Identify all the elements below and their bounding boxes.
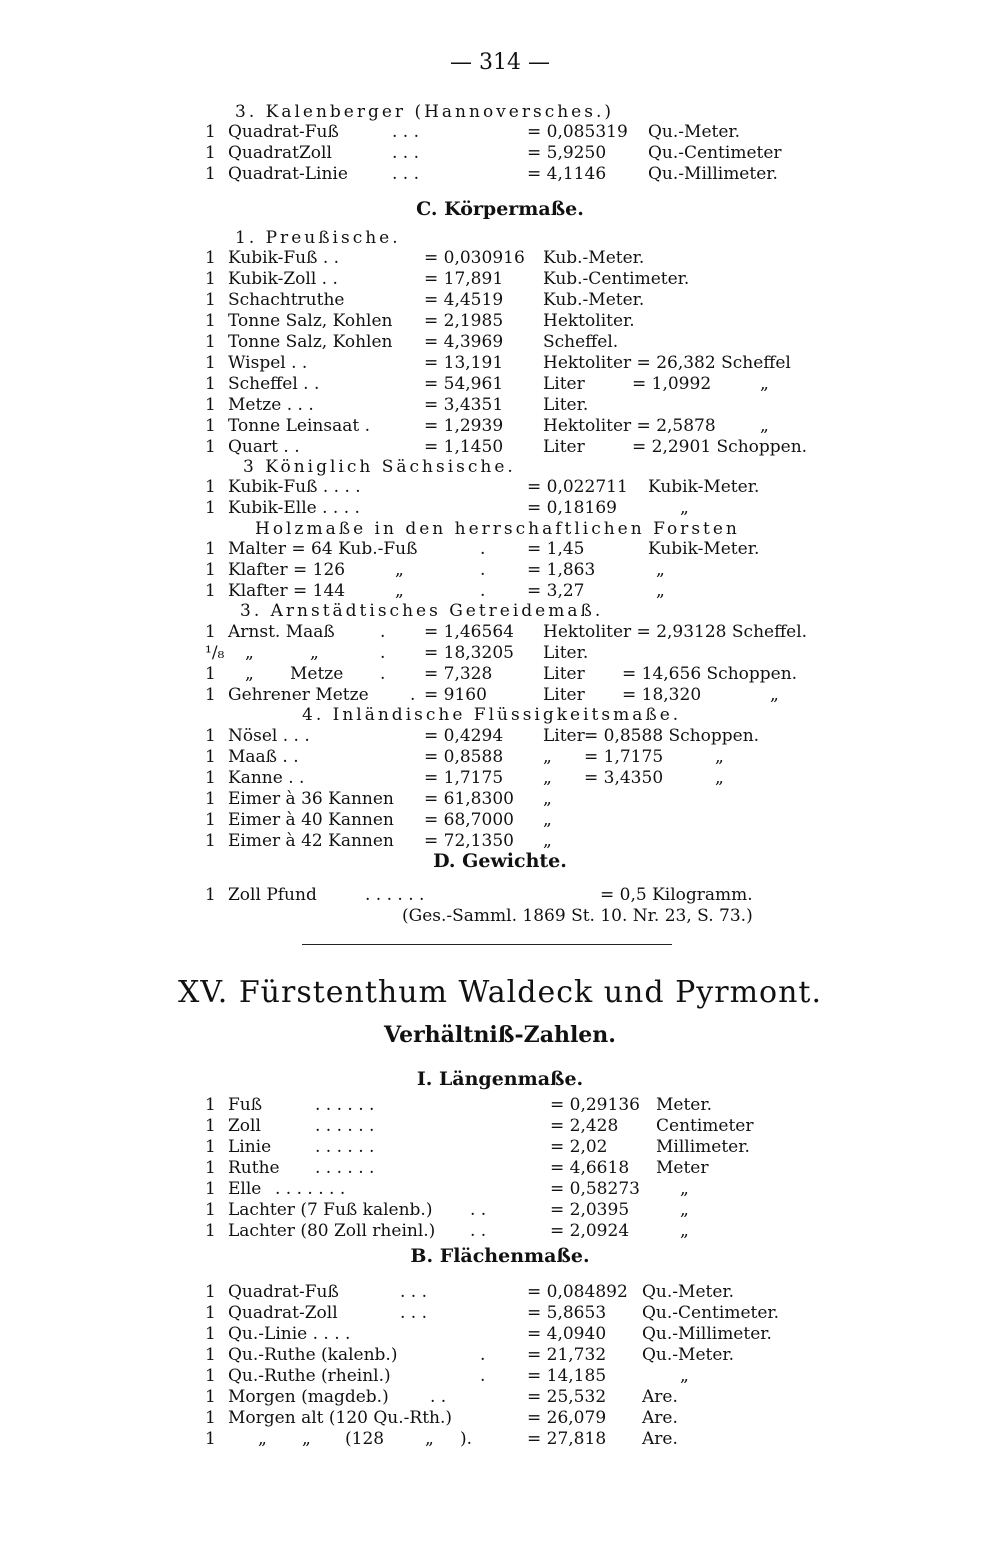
table-cell: „ bbox=[715, 768, 724, 788]
table-cell: = 0,022711 bbox=[527, 477, 628, 497]
table-cell: Quadrat-Linie bbox=[228, 164, 348, 184]
table-cell: 1 bbox=[205, 810, 216, 830]
table-cell: 1 bbox=[205, 622, 216, 642]
table-cell: = 3,4350 bbox=[584, 768, 664, 788]
table-cell: Tonne Salz, Kohlen bbox=[228, 332, 393, 352]
table-cell: . . . bbox=[392, 164, 420, 184]
table-cell: Liter. bbox=[543, 643, 589, 663]
table-cell: „ bbox=[543, 831, 552, 851]
table-cell: Kubik-Meter. bbox=[648, 477, 760, 497]
table-cell: 3. Arnstädtisches Getreidemaß. bbox=[240, 601, 604, 621]
table-cell: 1 bbox=[205, 1324, 216, 1344]
table-cell: = 0,085319 bbox=[527, 122, 628, 142]
table-cell: = 18,3205 bbox=[424, 643, 514, 663]
table-cell: 4. Inländische Flüssigkeitsmaße. bbox=[302, 705, 682, 725]
table-cell: Millimeter. bbox=[656, 1137, 750, 1157]
table-cell: 1 bbox=[205, 747, 216, 767]
table-cell: 1 bbox=[205, 581, 216, 601]
table-cell: 1 bbox=[205, 1282, 216, 1302]
table-cell: = 0,030916 bbox=[424, 248, 525, 268]
table-cell: Quadrat-Fuß bbox=[228, 1282, 339, 1302]
table-cell: Lachter (80 Zoll rheinl.) bbox=[228, 1221, 436, 1241]
table-cell: = 1,2939 bbox=[424, 416, 504, 436]
table-cell: = 2,0924 bbox=[550, 1221, 630, 1241]
table-cell: = 21,732 bbox=[527, 1345, 607, 1365]
table-cell: Hektoliter = 26,382 Scheffel bbox=[543, 353, 791, 373]
table-cell: Quadrat-Fuß bbox=[228, 122, 339, 142]
table-cell: Hektoliter. bbox=[543, 311, 635, 331]
table-cell: Hektoliter = 2,5878 bbox=[543, 416, 716, 436]
table-cell: Holzmaße in den herrschaftlichen Forsten bbox=[255, 519, 740, 539]
table-cell: Morgen alt (120 Qu.-Rth.) bbox=[228, 1408, 453, 1428]
table-cell: 1 bbox=[205, 143, 216, 163]
table-cell: Scheffel . . bbox=[228, 374, 320, 394]
table-cell: . . bbox=[470, 1221, 487, 1241]
table-cell: = 26,079 bbox=[527, 1408, 607, 1428]
table-cell: = 1,0992 bbox=[632, 374, 712, 394]
section-divider bbox=[302, 944, 672, 945]
table-cell: 1 bbox=[205, 374, 216, 394]
table-cell: . . . bbox=[392, 122, 420, 142]
table-cell: Maaß . . bbox=[228, 747, 299, 767]
table-cell: Malter = 64 Kub.-Fuß bbox=[228, 539, 418, 559]
table-cell: 1 bbox=[205, 1221, 216, 1241]
table-cell: Arnst. Maaß bbox=[228, 622, 335, 642]
table-cell: = 1,46564 bbox=[424, 622, 514, 642]
chapter-title: XV. Fürstenthum Waldeck und Pyrmont. bbox=[178, 975, 822, 1010]
table-cell: „ bbox=[770, 685, 779, 705]
table-cell: „ bbox=[543, 747, 552, 767]
table-cell: „ bbox=[543, 768, 552, 788]
table-cell: „ bbox=[680, 1366, 689, 1386]
table-cell: = 0,8588 bbox=[424, 747, 504, 767]
chapter-subtitle: Verhältniß-Zahlen. bbox=[384, 1022, 616, 1048]
table-cell: Morgen (magdeb.) bbox=[228, 1387, 389, 1407]
table-cell: = 14,185 bbox=[527, 1366, 607, 1386]
table-cell: 1 bbox=[205, 122, 216, 142]
table-cell: . . . . . . bbox=[365, 885, 425, 905]
table-cell: = 27,818 bbox=[527, 1429, 607, 1449]
table-cell: 1 bbox=[205, 248, 216, 268]
table-cell: Are. bbox=[642, 1408, 678, 1428]
table-cell: . . . bbox=[392, 143, 420, 163]
table-cell: Kanne . . bbox=[228, 768, 305, 788]
table-cell: = 1,7175 bbox=[424, 768, 504, 788]
table-cell: 1 bbox=[205, 560, 216, 580]
table-cell: . . . bbox=[400, 1282, 428, 1302]
table-cell: „ bbox=[395, 560, 404, 580]
table-cell: = 4,0940 bbox=[527, 1324, 607, 1344]
table-cell: Liter bbox=[543, 437, 585, 457]
table-cell: 1 bbox=[205, 437, 216, 457]
table-cell: = 2,2901 Schoppen. bbox=[632, 437, 808, 457]
table-cell: = 7,328 bbox=[424, 664, 493, 684]
table-cell: 1 bbox=[205, 1095, 216, 1115]
table-cell: = 14,656 Schoppen. bbox=[622, 664, 798, 684]
table-cell: = 5,9250 bbox=[527, 143, 607, 163]
table-cell: . . . . . . bbox=[315, 1095, 375, 1115]
table-cell: Linie bbox=[228, 1137, 272, 1157]
table-cell: Eimer à 36 Kannen bbox=[228, 789, 394, 809]
table-cell: 1 bbox=[205, 1158, 216, 1178]
table-cell: Kub.-Meter. bbox=[543, 290, 645, 310]
table-cell: 1 bbox=[205, 768, 216, 788]
table-cell: = 72,1350 bbox=[424, 831, 514, 851]
table-cell: Liter bbox=[543, 664, 585, 684]
table-cell: „ bbox=[760, 416, 769, 436]
table-cell: 1. Preußische. bbox=[235, 228, 401, 248]
table-cell: Qu.-Millimeter. bbox=[642, 1324, 772, 1344]
table-cell: 1 bbox=[205, 395, 216, 415]
table-cell: 1 bbox=[205, 332, 216, 352]
table-cell: Liter bbox=[543, 685, 585, 705]
section-heading: D. Gewichte. bbox=[433, 850, 567, 872]
table-cell: Liter. bbox=[543, 395, 589, 415]
table-cell: Kubik-Zoll . . bbox=[228, 269, 338, 289]
table-cell: Ruthe bbox=[228, 1158, 280, 1178]
table-cell: Metze bbox=[290, 664, 344, 684]
table-cell: = 5,8653 bbox=[527, 1303, 607, 1323]
table-cell: 3. Kalenberger (Hannoversches.) bbox=[235, 102, 614, 122]
table-cell: „ bbox=[302, 1429, 311, 1449]
table-cell: = 0,4294 bbox=[424, 726, 504, 746]
table-cell: Quadrat-Zoll bbox=[228, 1303, 338, 1323]
table-cell: Qu.-Meter. bbox=[642, 1282, 735, 1302]
table-cell: . bbox=[380, 643, 386, 663]
table-cell: = 2,428 bbox=[550, 1116, 619, 1136]
table-cell: „ bbox=[543, 789, 552, 809]
table-cell: = 4,4519 bbox=[424, 290, 504, 310]
table-cell: = 54,961 bbox=[424, 374, 504, 394]
table-cell: QuadratZoll bbox=[228, 143, 332, 163]
table-cell: Qu.-Meter. bbox=[648, 122, 741, 142]
table-cell: 1 bbox=[205, 477, 216, 497]
table-cell: 1 bbox=[205, 539, 216, 559]
table-cell: Lachter (7 Fuß kalenb.) bbox=[228, 1200, 433, 1220]
table-cell: = 18,320 bbox=[622, 685, 702, 705]
table-cell: . . . . . . bbox=[315, 1137, 375, 1157]
table-cell: Eimer à 42 Kannen bbox=[228, 831, 394, 851]
table-cell: (Ges.-Samml. 1869 St. 10. Nr. 23, S. 73.) bbox=[402, 906, 753, 926]
table-cell: Kubik-Meter. bbox=[648, 539, 760, 559]
table-cell: Are. bbox=[642, 1387, 678, 1407]
table-cell: Kubik-Fuß . . bbox=[228, 248, 340, 268]
table-cell: . . bbox=[470, 1200, 487, 1220]
table-cell: Quart . . bbox=[228, 437, 300, 457]
table-cell: 1 bbox=[205, 685, 216, 705]
table-cell: 1 bbox=[205, 1137, 216, 1157]
table-cell: „ bbox=[656, 560, 665, 580]
table-cell: Scheffel. bbox=[543, 332, 619, 352]
table-cell: 1 bbox=[205, 664, 216, 684]
table-cell: . bbox=[410, 685, 416, 705]
table-cell: . bbox=[480, 539, 486, 559]
table-cell: Qu.-Millimeter. bbox=[648, 164, 778, 184]
table-cell: = 3,27 bbox=[527, 581, 585, 601]
table-cell: = 2,1985 bbox=[424, 311, 504, 331]
table-cell: „ bbox=[715, 747, 724, 767]
table-cell: „ bbox=[425, 1429, 434, 1449]
table-cell: = 0,084892 bbox=[527, 1282, 628, 1302]
table-cell: (128 bbox=[345, 1429, 385, 1449]
table-cell: Qu.-Ruthe (kalenb.) bbox=[228, 1345, 398, 1365]
table-cell: Hektoliter = 2,93128 Scheffel. bbox=[543, 622, 808, 642]
table-cell: „ bbox=[680, 1179, 689, 1199]
table-cell: . bbox=[380, 664, 386, 684]
section-heading: I. Längenmaße. bbox=[416, 1068, 584, 1090]
table-cell: „ bbox=[258, 1429, 267, 1449]
table-cell: Kub.-Meter. bbox=[543, 248, 645, 268]
table-cell: ¹/₈ bbox=[205, 643, 225, 663]
table-cell: 1 bbox=[205, 353, 216, 373]
table-cell: Zoll bbox=[228, 1116, 261, 1136]
table-cell: 1 bbox=[205, 789, 216, 809]
table-cell: = 3,4351 bbox=[424, 395, 504, 415]
table-cell: = 17,891 bbox=[424, 269, 504, 289]
table-cell: = 4,3969 bbox=[424, 332, 504, 352]
section-heading: B. Flächenmaße. bbox=[410, 1245, 590, 1267]
table-cell: Wispel . . bbox=[228, 353, 308, 373]
table-cell: Kubik-Elle . . . . bbox=[228, 498, 360, 518]
table-cell: 1 bbox=[205, 1345, 216, 1365]
table-cell: „ bbox=[310, 643, 319, 663]
table-cell: Fuß bbox=[228, 1095, 263, 1115]
table-cell: Nösel . . . bbox=[228, 726, 310, 746]
table-cell: Qu.-Ruthe (rheinl.) bbox=[228, 1366, 391, 1386]
table-cell: 1 bbox=[205, 269, 216, 289]
table-cell: Qu.-Meter. bbox=[642, 1345, 735, 1365]
table-cell: = 9160 bbox=[424, 685, 487, 705]
table-cell: Gehrener Metze bbox=[228, 685, 369, 705]
table-cell: = 4,6618 bbox=[550, 1158, 630, 1178]
table-cell: 1 bbox=[205, 1200, 216, 1220]
table-cell: 1 bbox=[205, 1366, 216, 1386]
table-cell: = 0,8588 Schoppen. bbox=[584, 726, 760, 746]
table-cell: Meter. bbox=[656, 1095, 713, 1115]
table-cell: = 61,8300 bbox=[424, 789, 514, 809]
page-number: — 314 — bbox=[450, 50, 550, 75]
table-cell: Elle bbox=[228, 1179, 262, 1199]
table-cell: Tonne Salz, Kohlen bbox=[228, 311, 393, 331]
table-cell: = 0,18169 bbox=[527, 498, 617, 518]
table-cell: 3 Königlich Sächsische. bbox=[243, 457, 516, 477]
table-cell: Eimer à 40 Kannen bbox=[228, 810, 394, 830]
table-cell: 1 bbox=[205, 311, 216, 331]
table-cell: = 25,532 bbox=[527, 1387, 607, 1407]
table-cell: 1 bbox=[205, 416, 216, 436]
table-cell: Metze . . . bbox=[228, 395, 314, 415]
table-cell: = 4,1146 bbox=[527, 164, 607, 184]
table-cell: = 1,7175 bbox=[584, 747, 664, 767]
table-cell: „ bbox=[680, 498, 689, 518]
table-cell: . bbox=[480, 1345, 486, 1365]
table-cell: . . . . . . bbox=[315, 1116, 375, 1136]
table-cell: „ bbox=[656, 581, 665, 601]
table-cell: „ bbox=[680, 1221, 689, 1241]
table-cell: = 0,58273 bbox=[550, 1179, 640, 1199]
table-cell: 1 bbox=[205, 885, 216, 905]
table-cell: 1 bbox=[205, 1429, 216, 1449]
table-cell: Klafter = 144 bbox=[228, 581, 346, 601]
table-cell: . . bbox=[430, 1387, 447, 1407]
table-cell: 1 bbox=[205, 831, 216, 851]
table-cell: . . . . . . . bbox=[275, 1179, 346, 1199]
table-cell: Qu.-Linie . . . . bbox=[228, 1324, 351, 1344]
table-cell: Tonne Leinsaat . bbox=[228, 416, 370, 436]
table-cell: = 2,02 bbox=[550, 1137, 608, 1157]
section-heading: C. Körpermaße. bbox=[416, 198, 584, 220]
table-cell: Klafter = 126 bbox=[228, 560, 346, 580]
table-cell: . bbox=[380, 622, 386, 642]
table-cell: = 0,5 Kilogramm. bbox=[600, 885, 753, 905]
table-cell: Liter bbox=[543, 374, 585, 394]
table-cell: = 13,191 bbox=[424, 353, 504, 373]
table-cell: 1 bbox=[205, 1303, 216, 1323]
table-cell: Centimeter bbox=[656, 1116, 754, 1136]
table-cell: . bbox=[480, 1366, 486, 1386]
table-cell: „ bbox=[680, 1200, 689, 1220]
table-cell: „ bbox=[395, 581, 404, 601]
table-cell: Schachtruthe bbox=[228, 290, 345, 310]
table-cell: „ bbox=[245, 664, 254, 684]
table-cell: Qu.-Centimeter. bbox=[642, 1303, 780, 1323]
table-cell: Liter bbox=[543, 726, 585, 746]
table-cell: 1 bbox=[205, 1179, 216, 1199]
table-cell: 1 bbox=[205, 290, 216, 310]
table-cell: = 0,29136 bbox=[550, 1095, 640, 1115]
table-cell: „ bbox=[543, 810, 552, 830]
table-cell: 1 bbox=[205, 1408, 216, 1428]
table-cell: = 1,45 bbox=[527, 539, 585, 559]
table-cell: = 1,863 bbox=[527, 560, 596, 580]
table-cell: 1 bbox=[205, 164, 216, 184]
table-cell: 1 bbox=[205, 1116, 216, 1136]
table-cell: „ bbox=[760, 374, 769, 394]
table-cell: = 1,1450 bbox=[424, 437, 504, 457]
table-cell: . bbox=[480, 560, 486, 580]
table-cell: . . . . . . bbox=[315, 1158, 375, 1178]
table-cell: „ bbox=[245, 643, 254, 663]
table-cell: Zoll Pfund bbox=[228, 885, 317, 905]
table-cell: . bbox=[480, 581, 486, 601]
table-cell: = 2,0395 bbox=[550, 1200, 630, 1220]
table-cell: 1 bbox=[205, 726, 216, 746]
table-cell: Qu.-Centimeter bbox=[648, 143, 782, 163]
table-cell: Kubik-Fuß . . . . bbox=[228, 477, 361, 497]
table-cell: . . . bbox=[400, 1303, 428, 1323]
table-cell: Are. bbox=[642, 1429, 678, 1449]
table-cell: 1 bbox=[205, 1387, 216, 1407]
table-cell: ). bbox=[460, 1429, 473, 1449]
table-cell: 1 bbox=[205, 498, 216, 518]
table-cell: Kub.-Centimeter. bbox=[543, 269, 690, 289]
table-cell: Meter bbox=[656, 1158, 709, 1178]
table-cell: = 68,7000 bbox=[424, 810, 514, 830]
